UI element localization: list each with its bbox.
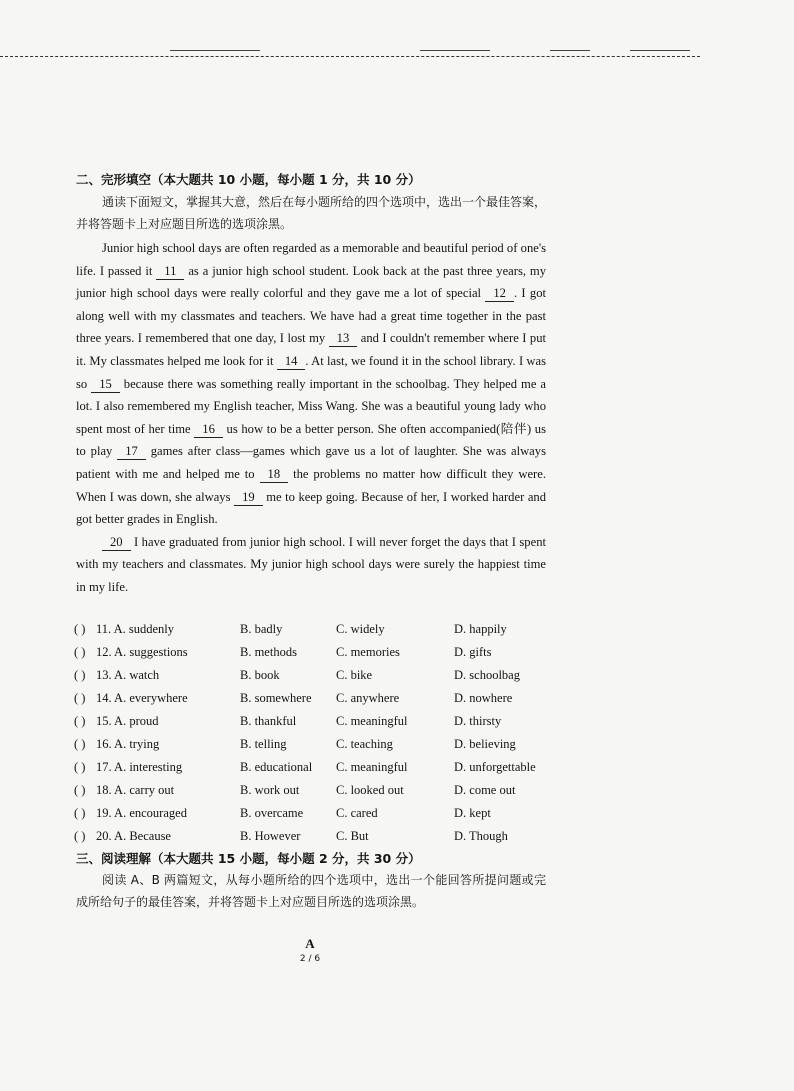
option-b: B. book xyxy=(240,668,280,682)
cloze-passage xyxy=(76,237,546,599)
question-row xyxy=(74,691,554,714)
option-d: D. come out xyxy=(454,783,516,797)
question-options-list xyxy=(74,622,554,852)
answer-paren[interactable]: ( ) xyxy=(74,783,86,797)
answer-paren[interactable]: ( ) xyxy=(74,760,86,774)
option-c: C. widely xyxy=(336,622,385,636)
page-number: 2 / 6 xyxy=(299,954,321,964)
option-c: C. bike xyxy=(336,668,373,682)
border-dash xyxy=(550,50,590,51)
option-a: 15. A. proud xyxy=(96,714,159,728)
passage-paragraph-1 xyxy=(76,237,546,531)
answer-paren[interactable]: ( ) xyxy=(74,737,86,751)
option-b: B. thankful xyxy=(240,714,297,728)
option-d: D. nowhere xyxy=(454,691,513,705)
passage-text: the problems no matter how difficult they were. When I was down, she always xyxy=(76,466,546,504)
question-row xyxy=(74,714,554,737)
option-a: 11. A. suddenly xyxy=(96,622,175,636)
option-b: B. educational xyxy=(240,760,313,774)
blank-16: 16 xyxy=(194,422,223,438)
option-d: D. schoolbag xyxy=(454,668,520,682)
blank-19: 19 xyxy=(234,490,263,506)
answer-paren[interactable]: ( ) xyxy=(74,691,86,705)
option-d: D. thirsty xyxy=(454,714,502,728)
blank-11: 11 xyxy=(156,264,184,280)
passage-text: . I got along well with my classmates and teachers. We have had a great time together in the past three years. I remembered that one day, I lost my xyxy=(76,286,546,346)
option-b: B. However xyxy=(240,829,301,843)
answer-paren[interactable]: ( ) xyxy=(74,668,86,682)
option-c: C. anywhere xyxy=(336,691,400,705)
blank-20: 20 xyxy=(102,535,131,551)
option-d: D. Though xyxy=(454,829,508,843)
option-b: B. somewhere xyxy=(240,691,312,705)
option-a: 18. A. carry out xyxy=(96,783,175,797)
passage-paragraph-2 xyxy=(76,531,546,599)
border-dash xyxy=(170,50,260,51)
option-b: B. overcame xyxy=(240,806,304,820)
option-b: B. work out xyxy=(240,783,300,797)
passage-text: games after class—games which gave us a lot of laughter. She was always patient with me and helped me to xyxy=(76,444,546,481)
section3-title: 三、阅读理解（本大题共 15 小题，每小题 2 分，共 30 分） xyxy=(76,851,421,866)
option-d: D. gifts xyxy=(454,645,492,659)
answer-paren[interactable]: ( ) xyxy=(74,806,86,820)
question-row xyxy=(74,806,554,829)
blank-18: 18 xyxy=(260,467,289,483)
option-d: D. happily xyxy=(454,622,507,636)
passage-text: because there was something really important in the schoolbag. They helped me a lot. I also remembered my English teacher, Miss Wang. She was a beautiful young lady who spent most of her time xyxy=(76,376,546,436)
passage-text: . At last, we found it in the school library. I was so xyxy=(76,353,547,391)
option-a: 19. A. encouraged xyxy=(96,806,187,820)
option-a: 13. A. watch xyxy=(96,668,160,682)
question-row xyxy=(74,783,554,806)
option-c: C. looked out xyxy=(336,783,404,797)
section3-instruction: 阅读 A、B 两篇短文，从每小题所给的四个选项中，选出一个能回答所提问题或完成所给句子的最佳答案，并将答题卡上对应题目所选的选项涂黑。 xyxy=(76,873,546,909)
passage-text: me to keep going. Because of her, I worked harder and got better grades in English. xyxy=(76,489,546,527)
question-row xyxy=(74,622,554,645)
option-a: 14. A. everywhere xyxy=(96,691,188,705)
blank-12: 12 xyxy=(485,286,514,302)
blank-17: 17 xyxy=(117,444,146,460)
option-b: B. badly xyxy=(240,622,283,636)
option-d: D. believing xyxy=(454,737,516,751)
option-d: D. unforgettable xyxy=(454,760,536,774)
paper-version-label: A xyxy=(305,936,315,951)
blank-13: 13 xyxy=(329,331,358,347)
section2-instruction: 通读下面短文，掌握其大意，然后在每小题所给的四个选项中，选出一个最佳答案，并将答题卡上对应题目所选的选项涂黑。 xyxy=(76,195,547,231)
passage-text: Junior high school days are often regarded as a memorable and beautiful period of one's life. I passed it xyxy=(76,241,546,278)
option-b: B. telling xyxy=(240,737,287,751)
option-a: 20. A. Because xyxy=(96,829,171,843)
question-row xyxy=(74,760,554,783)
border-dash xyxy=(420,50,490,51)
border-dash xyxy=(630,50,690,51)
blank-15: 15 xyxy=(91,377,120,393)
passage-text: I have graduated from junior high school. I will never forget the days that I spent with my teachers and classmates. My junior high school days were surely the happiest time in my life. xyxy=(76,534,546,594)
question-row xyxy=(74,737,554,760)
question-row xyxy=(74,668,554,691)
option-c: C. teaching xyxy=(336,737,393,751)
answer-paren[interactable]: ( ) xyxy=(74,714,86,728)
passage-text: us how to be a better person. She often accompanied(陪伴) us to play xyxy=(76,421,547,459)
option-a: 17. A. interesting xyxy=(96,760,183,774)
question-row xyxy=(74,645,554,668)
answer-paren[interactable]: ( ) xyxy=(74,622,86,636)
option-a: 12. A. suggestions xyxy=(96,645,188,659)
blank-14: 14 xyxy=(277,354,306,370)
option-d: D. kept xyxy=(454,806,491,820)
option-c: C. meaningful xyxy=(336,714,408,728)
option-a: 16. A. trying xyxy=(96,737,160,751)
option-c: C. memories xyxy=(336,645,400,659)
option-b: B. methods xyxy=(240,645,297,659)
section2-title: 二、完形填空（本大题共 10 小题，每小题 1 分，共 10 分） xyxy=(76,172,421,187)
answer-paren[interactable]: ( ) xyxy=(74,829,86,843)
top-dashed-border xyxy=(0,56,700,57)
passage-text: and I couldn't remember where I put it. My classmates helped me look for it xyxy=(76,331,546,368)
option-c: C. cared xyxy=(336,806,378,820)
passage-text: as a junior high school student. Look back at the past three years, my junior high school days were really colorful and they gave me a lot of special xyxy=(76,263,546,301)
answer-paren[interactable]: ( ) xyxy=(74,645,86,659)
option-c: C. But xyxy=(336,829,369,843)
option-c: C. meaningful xyxy=(336,760,408,774)
